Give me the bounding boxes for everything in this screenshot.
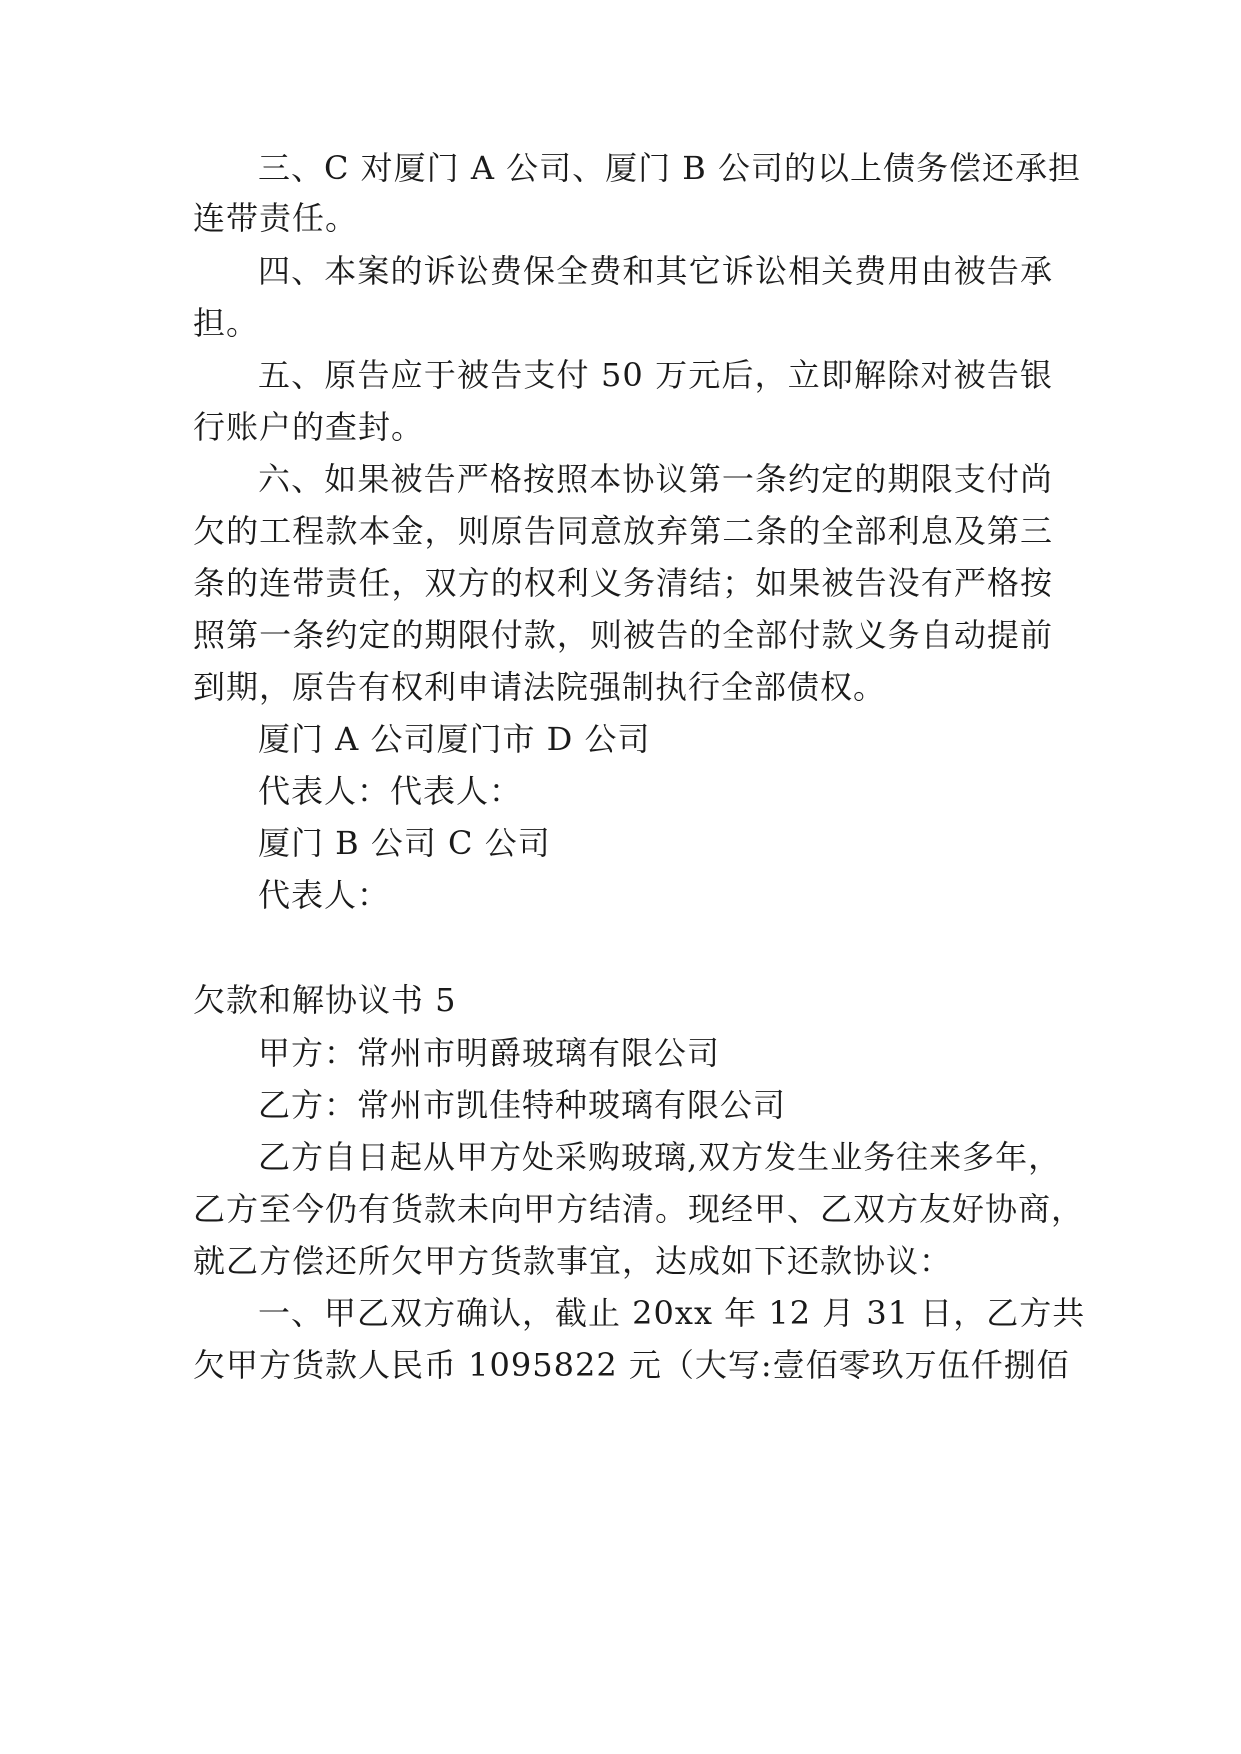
- clause-6-line-5: 到期，原告有权利申请法院强制执行全部债权。: [193, 668, 887, 706]
- clause-6-line-1: 六、如果被告严格按照本协议第一条约定的期限支付尚: [258, 460, 1053, 498]
- clause-5-line-1: 五、原告应于被告支付 50 万元后，立即解除对被告银: [258, 356, 1053, 394]
- clause-6-line-3: 条的连带责任，双方的权利义务清结；如果被告没有严格按: [193, 564, 1053, 602]
- clause-4-line-2: 担。: [193, 304, 260, 342]
- intro-line-2: 乙方至今仍有货款未向甲方结清。现经甲、乙双方友好协商，: [193, 1190, 1085, 1228]
- clause-6-line-2: 欠的工程款本金，则原告同意放弃第二条的全部利息及第三: [193, 512, 1053, 550]
- item-1-line-1: 一、甲乙双方确认，截止 20xx 年 12 月 31 日，乙方共: [258, 1294, 1086, 1332]
- item-1-line-2: 欠甲方货款人民币 1095822 元（大写:壹佰零玖万伍仟捌佰: [193, 1346, 1070, 1384]
- signature-representatives-2: 代表人：: [258, 876, 391, 914]
- clause-5-line-2: 行账户的查封。: [193, 408, 425, 446]
- signature-parties-1: 厦门 A 公司厦门市 D 公司: [258, 720, 651, 758]
- intro-line-1: 乙方自日起从甲方处采购玻璃,双方发生业务往来多年，: [258, 1138, 1062, 1176]
- clause-6-line-4: 照第一条约定的期限付款，则被告的全部付款义务自动提前: [193, 616, 1053, 654]
- clause-3-line-2: 连带责任。: [193, 199, 359, 237]
- intro-line-3: 就乙方偿还所欠甲方货款事宜，达成如下还款协议：: [193, 1242, 953, 1280]
- clause-3-line-1: 三、C 对厦门 A 公司、厦门 B 公司的以上债务偿还承担: [258, 149, 1081, 187]
- signature-parties-2: 厦门 B 公司 C 公司: [258, 824, 551, 862]
- signature-representatives-1: 代表人：代表人：: [258, 772, 523, 810]
- clause-4-line-1: 四、本案的诉讼费保全费和其它诉讼相关费用由被告承: [258, 252, 1053, 290]
- party-b: 乙方：常州市凯佳特种玻璃有限公司: [258, 1086, 787, 1124]
- section-title: 欠款和解协议书 5: [193, 981, 457, 1019]
- party-a: 甲方：常州市明爵玻璃有限公司: [258, 1034, 721, 1072]
